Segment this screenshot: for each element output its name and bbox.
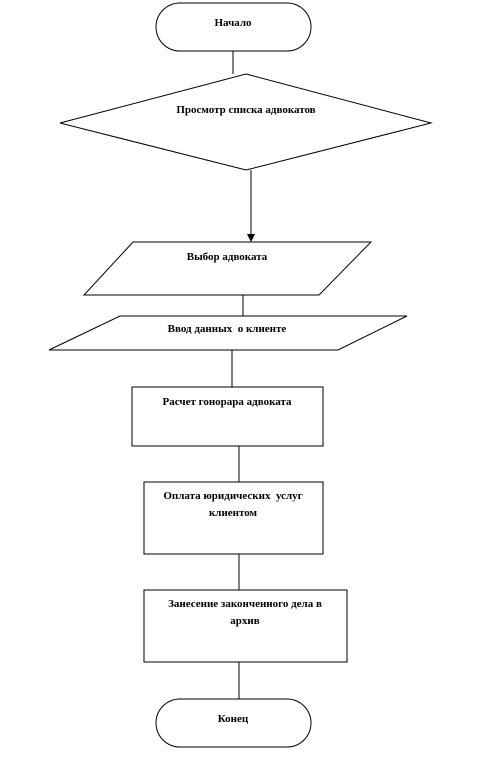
end-label: Конец [217, 713, 249, 725]
payment-label-line-2: клиентом [208, 507, 258, 519]
archive-label-line-1: Занесение законченного дела в [168, 598, 322, 610]
client-input-io [49, 316, 407, 350]
client-input-label: Ввод данных о клиенте [167, 323, 287, 335]
start-terminal [156, 3, 311, 51]
payment-process [144, 482, 323, 554]
start-label: Начало [214, 17, 252, 29]
archive-label-line-2: архив [230, 615, 260, 627]
fee-calc-process [132, 387, 323, 446]
choose-lawyer-io [84, 242, 371, 295]
end-terminal [156, 699, 311, 747]
choose-lawyer-label: Выбор адвоката [186, 251, 268, 263]
archive-process [144, 590, 347, 662]
view-lawyers-label: Просмотр списка адвокатов [176, 104, 316, 116]
payment-label-line-1: Оплата юридических услуг [163, 490, 303, 502]
fee-calc-label: Расчет гонорара адвоката [162, 396, 292, 408]
view-lawyers-decision [60, 74, 431, 170]
